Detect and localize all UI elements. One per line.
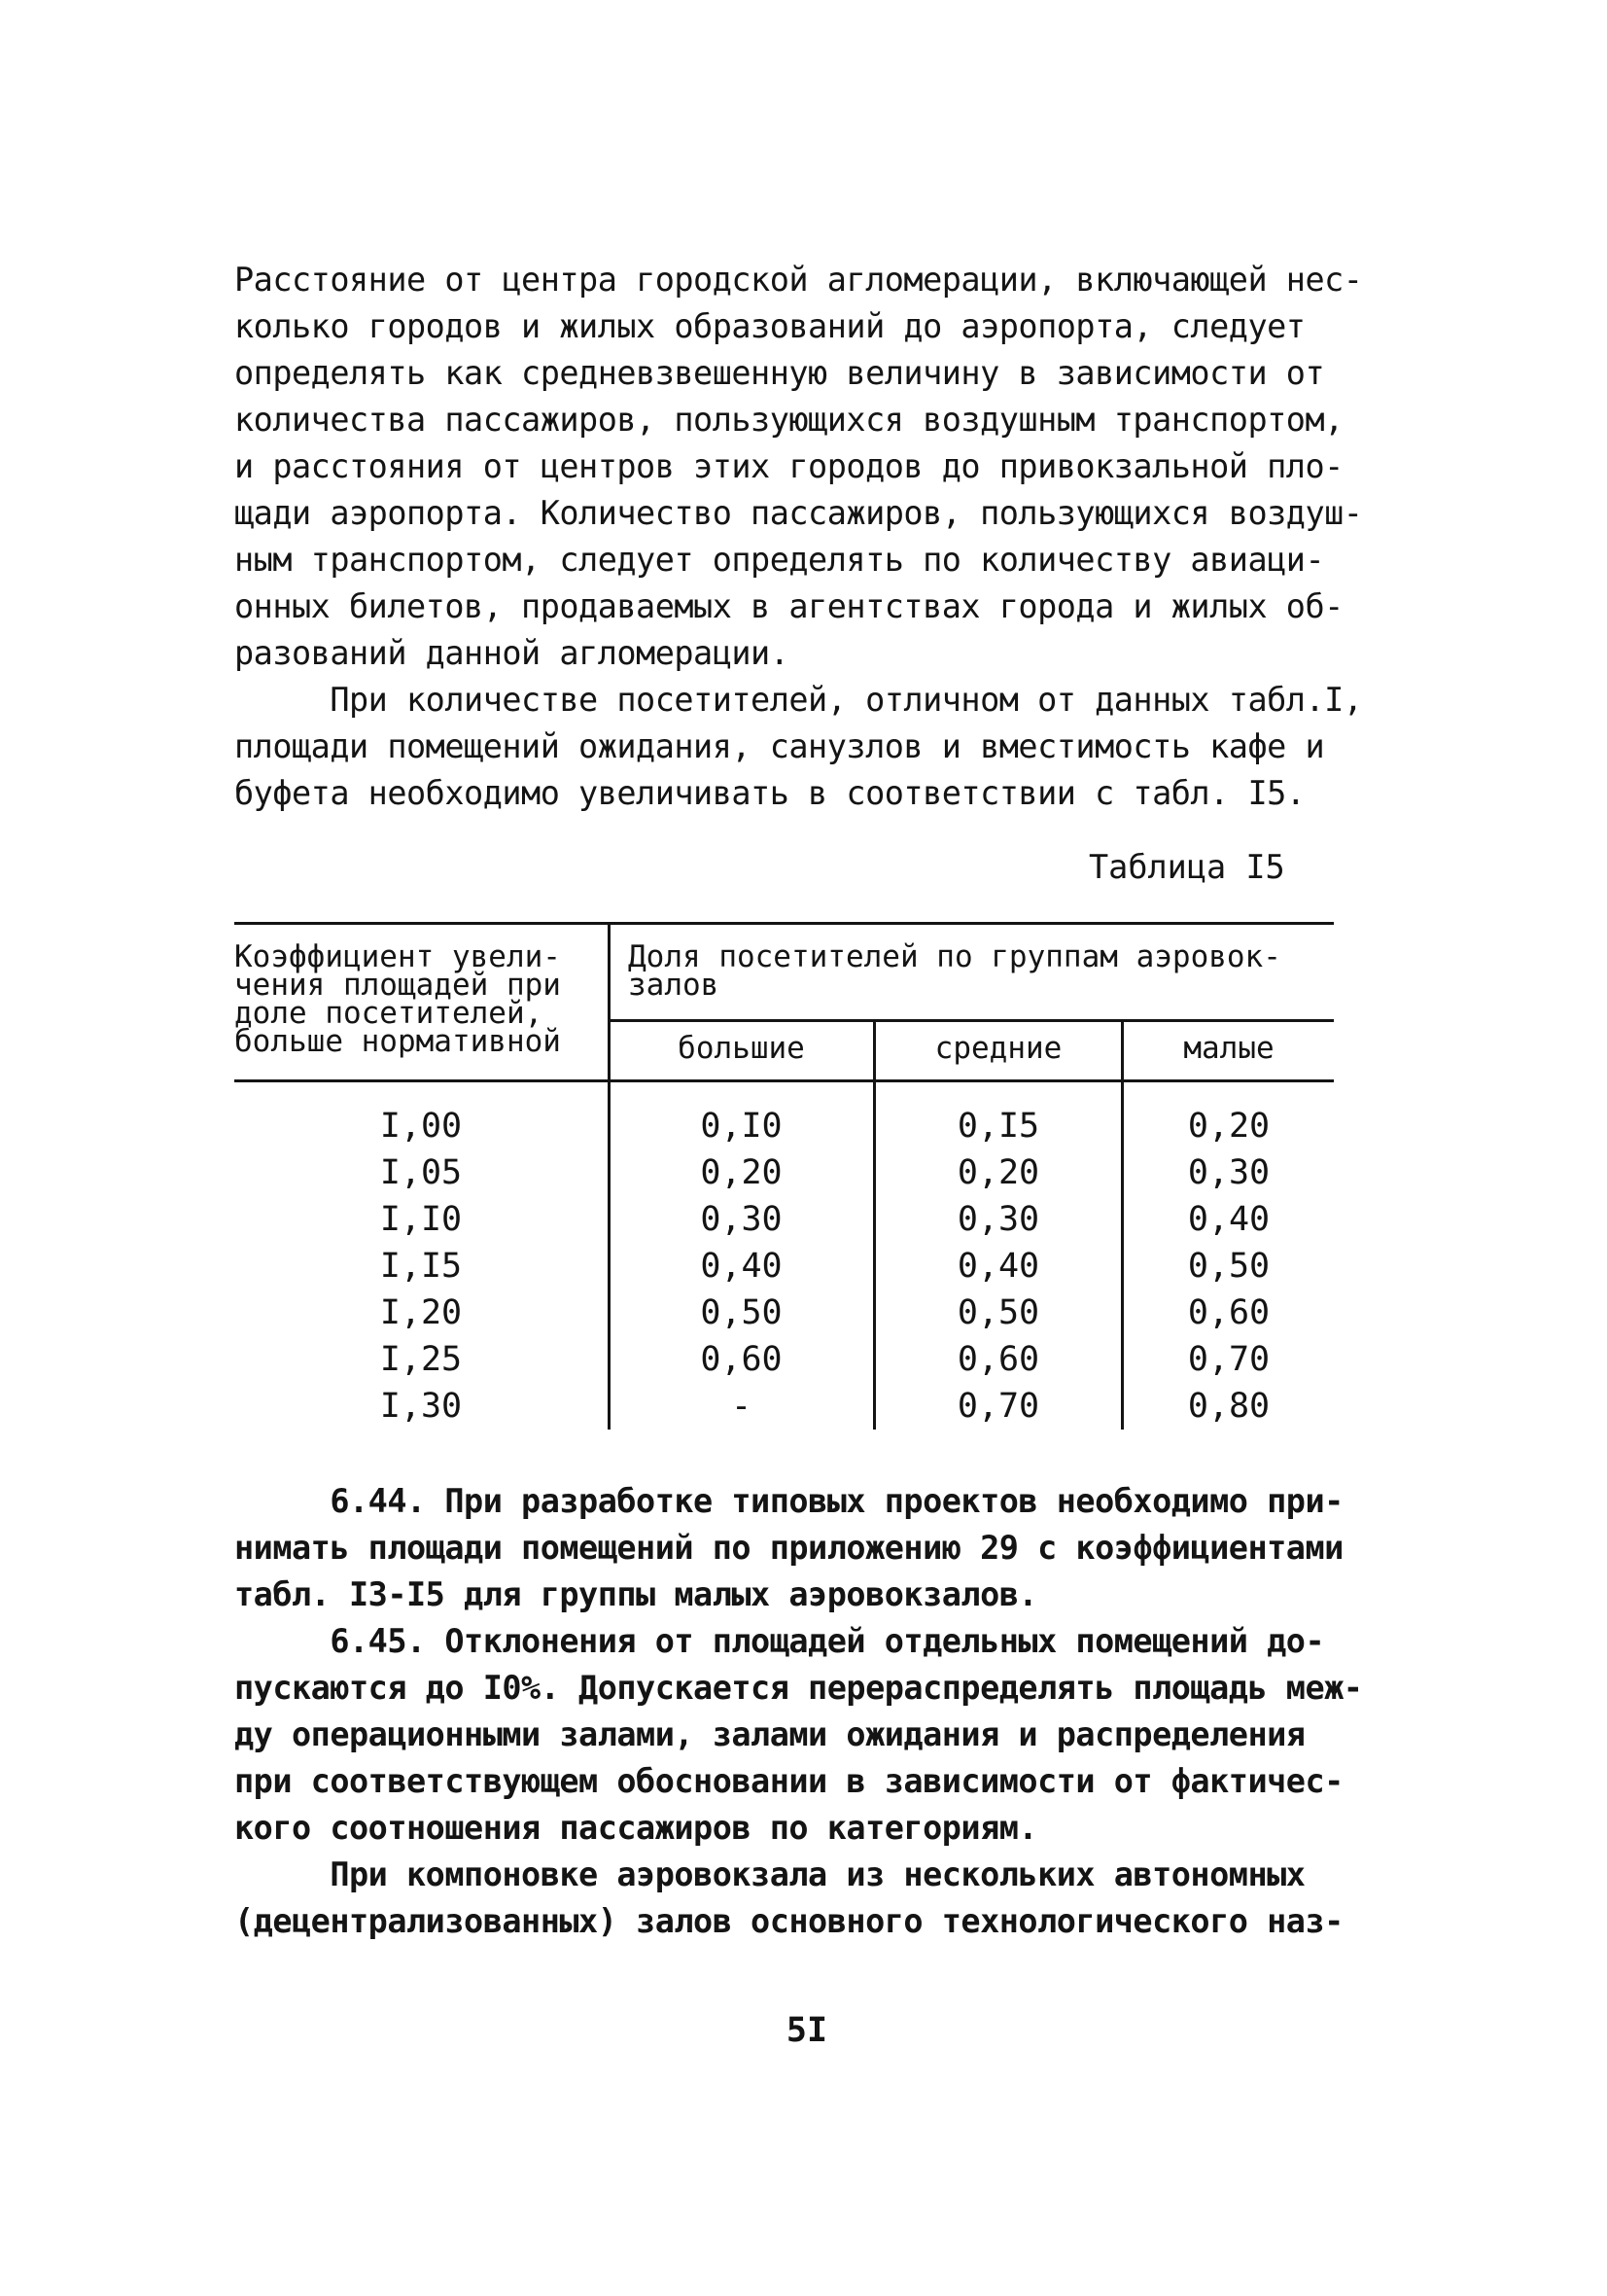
table-header-bottom-rule	[234, 1079, 1334, 1082]
para644-line-3: табл. I3-I5 для группы малых аэровокзалов.	[234, 1575, 1038, 1613]
cell-coef: I,00	[379, 1107, 463, 1146]
cell-medium: 0,30	[957, 1200, 1040, 1239]
cell-medium: 0,50	[957, 1293, 1040, 1332]
para-last-line-1: При компоновке аэровокзала из нескольких автономных	[234, 1855, 1306, 1893]
intro-line-1: Расстояние от центра городской агломерации, включающей нес-	[234, 261, 1363, 299]
subheader-small: малые	[1183, 1031, 1275, 1066]
intro-line-2: колько городов и жилых образований до аэропорта, следует	[234, 307, 1306, 345]
para645-line-3: ду операционными залами, залами ожидания и распределения	[234, 1715, 1306, 1753]
intro-line-3: определять как средневзвешенную величину в зависимости от	[234, 354, 1325, 392]
para2-line-2: площади помещений ожидания, санузлов и вместимость кафе и	[234, 727, 1325, 765]
cell-medium: 0,20	[957, 1153, 1040, 1192]
cell-small: 0,60	[1187, 1293, 1271, 1332]
intro-line-4: количества пассажиров, пользующихся воздушным транспортом,	[234, 401, 1344, 439]
para644-line-1: 6.44. При разработке типовых проектов необходимо при-	[234, 1482, 1344, 1520]
para645-line-5: кого соотношения пассажиров по категориям.	[234, 1809, 1038, 1847]
cell-coef: I,I5	[379, 1247, 463, 1286]
cell-small: 0,80	[1187, 1387, 1271, 1426]
cell-large: -	[730, 1387, 752, 1426]
cell-small: 0,50	[1187, 1247, 1271, 1286]
cell-coef: I,30	[379, 1387, 463, 1426]
cell-small: 0,20	[1187, 1107, 1271, 1146]
cell-medium: 0,I5	[957, 1107, 1040, 1146]
para645-line-1: 6.45. Отклонения от площадей отдельных помещений до-	[234, 1622, 1325, 1660]
para2-line-1: При количестве посетителей, отличном от данных табл.I,	[234, 681, 1363, 719]
para645-line-2: пускаются до I0%. Допускается перераспределять площадь меж-	[234, 1669, 1363, 1707]
cell-large: 0,40	[700, 1247, 783, 1286]
para644-line-2: нимать площади помещений по приложению 29 с коэффициентами	[234, 1529, 1344, 1567]
page-number: 5I	[786, 2011, 828, 2050]
table-top-rule	[234, 922, 1334, 925]
cell-coef: I,25	[379, 1340, 463, 1379]
cell-medium: 0,70	[957, 1387, 1040, 1426]
para2-line-3: буфета необходимо увеличивать в соответствии с табл. I5.	[234, 774, 1306, 812]
cell-small: 0,30	[1187, 1153, 1271, 1192]
table-subheader-rule	[610, 1019, 1334, 1022]
header-coef-line-3: доле посетителей,	[234, 996, 543, 1031]
para-last-line-2: (децентрализованных) залов основного технологического наз-	[234, 1902, 1344, 1940]
subheader-large: большие	[678, 1031, 805, 1066]
cell-medium: 0,40	[957, 1247, 1040, 1286]
cell-coef: I,20	[379, 1293, 463, 1332]
cell-medium: 0,60	[957, 1340, 1040, 1379]
cell-coef: I,05	[379, 1153, 463, 1192]
cell-large: 0,20	[700, 1153, 783, 1192]
intro-line-8: онных билетов, продаваемых в агентствах города и жилых об-	[234, 587, 1344, 625]
header-coef-line-2: чения площадей при	[234, 968, 561, 1003]
cell-large: 0,50	[700, 1293, 783, 1332]
intro-line-5: и расстояния от центров этих городов до привокзальной пло-	[234, 447, 1344, 485]
cell-coef: I,I0	[379, 1200, 463, 1239]
cell-large: 0,I0	[700, 1107, 783, 1146]
cell-small: 0,70	[1187, 1340, 1271, 1379]
header-coef-line-4: больше нормативной	[234, 1024, 561, 1059]
table-caption: Таблица I5	[1089, 848, 1285, 886]
intro-line-7: ным транспортом, следует определять по количеству авиаци-	[234, 541, 1325, 579]
cell-large: 0,30	[700, 1200, 783, 1239]
header-group-line-2: залов	[628, 968, 719, 1003]
header-coef-line-1: Коэффициент увели-	[234, 939, 561, 974]
header-group-line-1: Доля посетителей по группам аэровок-	[628, 939, 1281, 974]
para645-line-4: при соответствующем обосновании в зависимости от фактичес-	[234, 1762, 1344, 1800]
intro-line-9: разований данной агломерации.	[234, 634, 789, 672]
cell-small: 0,40	[1187, 1200, 1271, 1239]
intro-line-6: щади аэропорта. Количество пассажиров, пользующихся воздуш-	[234, 494, 1363, 532]
subheader-medium: средние	[934, 1031, 1063, 1066]
cell-large: 0,60	[700, 1340, 783, 1379]
